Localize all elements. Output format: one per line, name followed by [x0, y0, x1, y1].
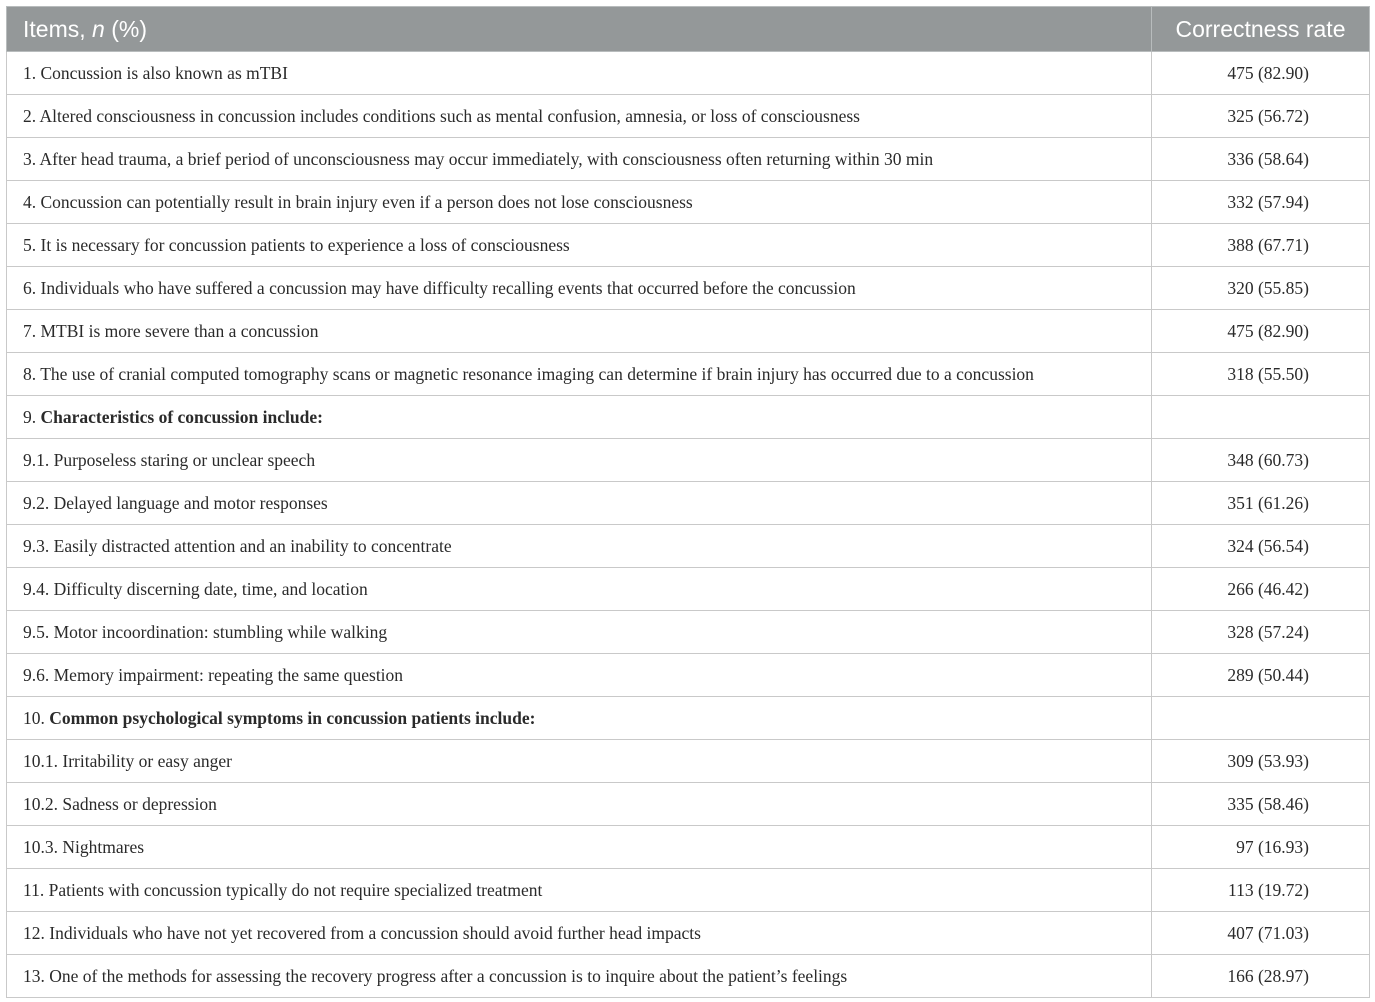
item-cell — [7, 95, 1152, 138]
correctness-rate-cell: 309 (53.93) — [1152, 740, 1370, 783]
item-cell — [7, 525, 1152, 568]
item-text: Sadness or depression — [62, 793, 217, 814]
item-cell — [7, 267, 1152, 310]
correctness-rate-cell: 332 (57.94) — [1152, 181, 1370, 224]
item-text: Altered consciousness in concussion includes conditions such as mental confusion, amnesia, or loss of consciousness — [39, 105, 860, 126]
correctness-rate-cell: 166 (28.97) — [1152, 955, 1370, 998]
table-row — [7, 826, 1370, 869]
item-cell — [7, 783, 1152, 826]
item-text: Motor incoordination: stumbling while walking — [53, 621, 388, 642]
table-row — [7, 181, 1370, 224]
item-cell — [7, 611, 1152, 654]
correctness-rate-cell: 266 (46.42) — [1152, 568, 1370, 611]
item-cell — [7, 826, 1152, 869]
table-row — [7, 267, 1370, 310]
correctness-rate-cell: 325 (56.72) — [1152, 95, 1370, 138]
correctness-rate-cell: 335 (58.46) — [1152, 783, 1370, 826]
correctness-rate-cell: 289 (50.44) — [1152, 654, 1370, 697]
table-row — [7, 525, 1370, 568]
item-text: Irritability or easy anger — [62, 750, 232, 771]
item-text: After head trauma, a brief period of unconsciousness may occur immediately, with consciousness often returning within 30 min — [39, 148, 934, 169]
item-text: It is necessary for concussion patients to experience a loss of consciousness — [40, 234, 570, 255]
correctness-rate-cell: 388 (67.71) — [1152, 224, 1370, 267]
item-number: 10.3. — [23, 836, 58, 857]
item-text: MTBI is more severe than a concussion — [40, 320, 319, 341]
item-cell — [7, 654, 1152, 697]
item-number: 13. — [23, 965, 45, 986]
item-number: 6. — [23, 277, 37, 298]
item-number: 9.4. — [23, 578, 50, 599]
item-text: Nightmares — [62, 836, 145, 857]
item-number: 4. — [23, 191, 37, 212]
item-cell — [7, 869, 1152, 912]
item-cell — [7, 482, 1152, 525]
table-row — [7, 869, 1370, 912]
table-row — [7, 568, 1370, 611]
item-number: 9.3. — [23, 535, 50, 556]
correctness-rate-column-header: Correctness rate — [1152, 7, 1370, 52]
item-text: Difficulty discerning date, time, and location — [53, 578, 368, 599]
correctness-rate-cell: 320 (55.85) — [1152, 267, 1370, 310]
header-row — [7, 7, 1370, 52]
correctness-rate-cell: 336 (58.64) — [1152, 138, 1370, 181]
item-number: 7. — [23, 320, 37, 341]
section-heading-text: Characteristics of concussion include: — [40, 406, 323, 427]
item-text: Memory impairment: repeating the same question — [53, 664, 404, 685]
correctness-rate-cell: 328 (57.24) — [1152, 611, 1370, 654]
item-number: 8. — [23, 363, 37, 384]
items-header-n: n — [92, 15, 105, 42]
table-row — [7, 697, 1370, 740]
item-text: Delayed language and motor responses — [53, 492, 328, 513]
table-row — [7, 740, 1370, 783]
item-cell — [7, 439, 1152, 482]
item-cell — [7, 52, 1152, 95]
items-header-suffix: (%) — [104, 15, 147, 42]
knowledge-table-container — [6, 6, 1369, 998]
table-row — [7, 611, 1370, 654]
item-number: 5. — [23, 234, 37, 255]
items-column-header — [7, 7, 1152, 52]
item-number: 9.6. — [23, 664, 50, 685]
correctness-rate-cell: 97 (16.93) — [1152, 826, 1370, 869]
item-cell — [7, 224, 1152, 267]
item-cell — [7, 353, 1152, 396]
table-row — [7, 224, 1370, 267]
items-header-prefix: Items, — [23, 15, 93, 42]
item-text: The use of cranial computed tomography scans or magnetic resonance imaging can determine if brain injury has occurred due to a concussion — [40, 363, 1034, 384]
item-text: Individuals who have suffered a concussion may have difficulty recalling events that occurred before the concussion — [40, 277, 856, 298]
item-cell — [7, 310, 1152, 353]
correctness-rate-cell: 351 (61.26) — [1152, 482, 1370, 525]
item-cell — [7, 912, 1152, 955]
item-number: 10. — [23, 707, 45, 728]
item-text: Easily distracted attention and an inability to concentrate — [53, 535, 452, 556]
table-row — [7, 783, 1370, 826]
correctness-rate-cell — [1152, 697, 1370, 740]
item-number: 3. — [23, 148, 37, 169]
item-number: 1. — [23, 62, 37, 83]
correctness-rate-cell: 324 (56.54) — [1152, 525, 1370, 568]
table-header — [7, 7, 1370, 52]
item-number: 10.1. — [23, 750, 58, 771]
item-cell — [7, 396, 1152, 439]
item-number: 9.1. — [23, 449, 50, 470]
item-cell — [7, 697, 1152, 740]
correctness-rate-cell: 475 (82.90) — [1152, 52, 1370, 95]
item-number: 9. — [23, 406, 37, 427]
item-cell — [7, 955, 1152, 998]
item-text: Concussion can potentially result in brain injury even if a person does not lose consciousness — [40, 191, 693, 212]
table-row — [7, 396, 1370, 439]
item-number: 9.2. — [23, 492, 50, 513]
table-body — [7, 52, 1370, 998]
table-row — [7, 95, 1370, 138]
correctness-rate-cell: 348 (60.73) — [1152, 439, 1370, 482]
item-text: One of the methods for assessing the recovery progress after a concussion is to inquire about the patient’s feelings — [49, 965, 848, 986]
item-number: 9.5. — [23, 621, 50, 642]
table-row — [7, 912, 1370, 955]
table-row — [7, 52, 1370, 95]
item-text: Concussion is also known as mTBI — [40, 62, 288, 83]
item-text: Patients with concussion typically do not require specialized treatment — [48, 879, 543, 900]
item-text: Individuals who have not yet recovered from a concussion should avoid further head impacts — [49, 922, 701, 943]
item-number: 11. — [23, 879, 45, 900]
table-row — [7, 310, 1370, 353]
knowledge-table — [6, 6, 1370, 998]
item-text: Purposeless staring or unclear speech — [53, 449, 316, 470]
section-heading-text: Common psychological symptoms in concussion patients include: — [49, 707, 536, 728]
item-number: 12. — [23, 922, 45, 943]
table-row — [7, 439, 1370, 482]
table-row — [7, 138, 1370, 181]
table-row — [7, 654, 1370, 697]
table-row — [7, 482, 1370, 525]
item-cell — [7, 181, 1152, 224]
item-cell — [7, 740, 1152, 783]
item-number: 2. — [23, 105, 37, 126]
correctness-rate-cell: 475 (82.90) — [1152, 310, 1370, 353]
table-row — [7, 353, 1370, 396]
correctness-rate-cell — [1152, 396, 1370, 439]
item-cell — [7, 138, 1152, 181]
item-cell — [7, 568, 1152, 611]
table-row — [7, 955, 1370, 998]
correctness-rate-cell: 113 (19.72) — [1152, 869, 1370, 912]
correctness-rate-cell: 318 (55.50) — [1152, 353, 1370, 396]
item-number: 10.2. — [23, 793, 58, 814]
correctness-rate-cell: 407 (71.03) — [1152, 912, 1370, 955]
